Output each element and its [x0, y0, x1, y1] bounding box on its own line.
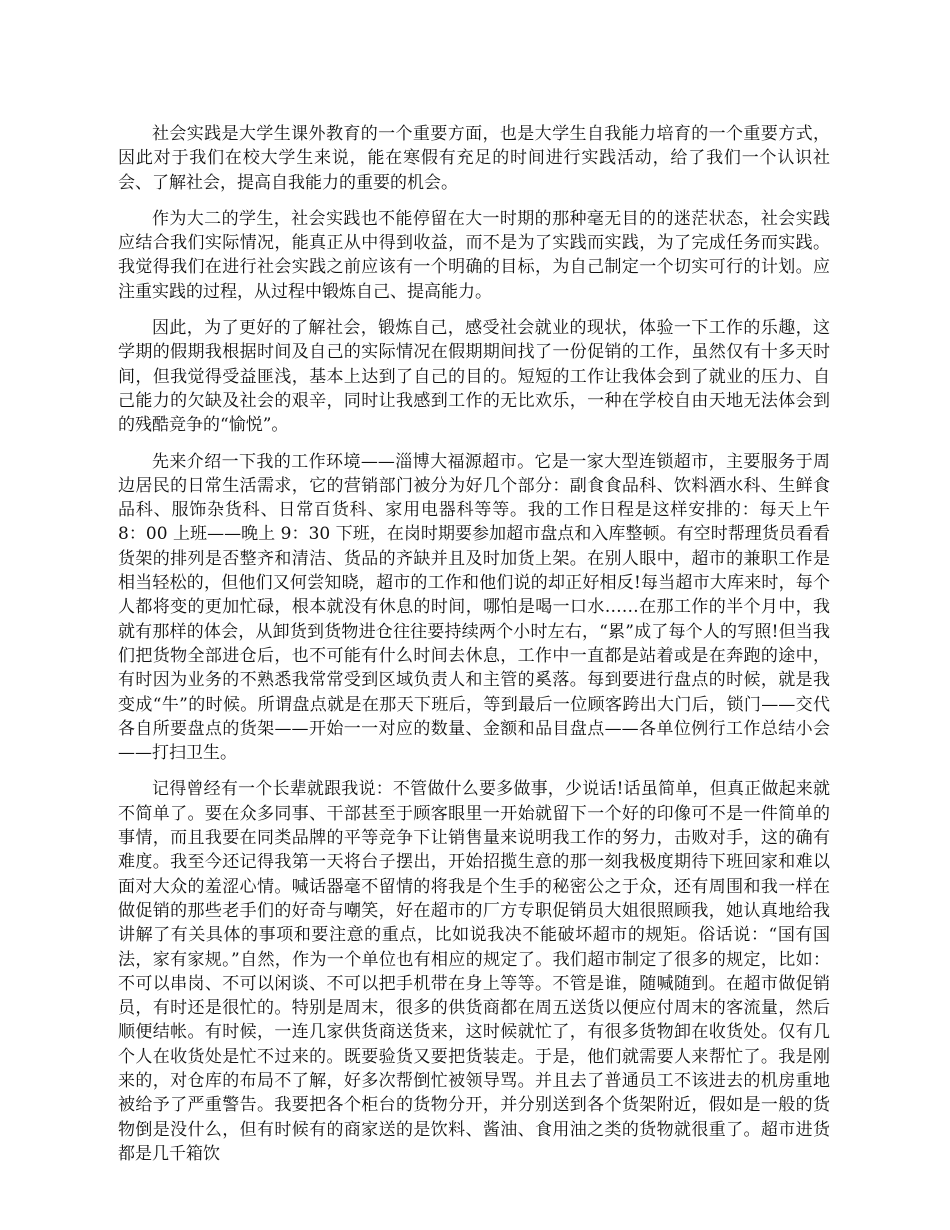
paragraph-intro: 社会实践是大学生课外教育的一个重要方面，也是大学生自我能力培育的一个重要方式，因此对于我们在校大学生来说，能在寒假有充足的时间进行实践活动，给了我们一个认识社会、了解社会，提高自我能力的重要的机会。 [118, 124, 830, 193]
document-page [118, 122, 830, 1178]
paragraph-motivation: 因此，为了更好的了解社会，锻炼自己，感受社会就业的现状，体验一下工作的乐趣，这学期的假期我根据时间及自己的实际情况在假期期间找了一份促销的工作，虽然仅有十多天时间，但我觉得受益匪浅，基本上达到了自己的目的。短短的工作让我体会到了就业的压力、自己能力的欠缺及社会的艰辛，同时让我感到工作的无比欢乐，一种在学校自由天地无法体会到的残酷竞争的“愉悦”。 [118, 318, 830, 436]
paragraph-experience: 记得曾经有一个长辈就跟我说：不管做什么要多做事，少说话!话虽简单，但真正做起来就不简单了。要在众多同事、干部甚至于顾客眼里一开始就留下一个好的印像可不是一件简单的事情，而且我要在同类品牌的平等竞争下让销售量来说明我工作的努力，击败对手，这的确有难度。我至今还记得我第一天将台子摆出，开始招揽生意的那一刻我极度期待下班回家和难以面对大众的羞涩心情。喊话器毫不留情的将我是个生手的秘密公之于众，还有周围和我一样在做促销的那些老手们的好奇与嘲笑，好在超市的厂方专职促销员大姐很照顾我，她认真地给我讲解了有关具体的事项和要注意的重点，比如说我决不能破坏超市的规矩。俗话说：“国有国法，家有家规。”自然，作为一个单位也有相应的规定了。我们超市制定了很多的规定，比如：不可以串岗、不可以闲谈、不可以把手机带在身上等等。不管是谁，随喊随到。在超市做促销员，有时还是很忙的。特别是周末，很多的供货商都在周五送货以便应付周末的客流量，然后顺便结帐。有时候，一连几家供货商送货来，这时候就忙了，有很多货物卸在收货处。仅有几个人在收货处是忙不过来的。既要验货又要把货装走。于是，他们就需要人来帮忙了。我是刚来的，对仓库的布局不了解，好多次帮倒忙被领导骂。并且去了普通员工不该进去的机房重地被给予了严重警告。我要把各个柜台的货物分开，并分别送到各个货架附近，假如是一般的货物倒是没什么，但有时候有的商家送的是饮料、酱油、食用油之类的货物就很重了。超市进货都是几千箱饮 [118, 779, 830, 1164]
paragraph-goals: 作为大二的学生，社会实践也不能停留在大一时期的那种毫无目的的迷茫状态，社会实践应结合我们实际情况，能真正从中得到收益，而不是为了实践而实践，为了完成任务而实践。我觉得我们在进行社会实践之前应该有一个明确的目标，为自己制定一个切实可行的计划。应注重实践的过程，从过程中锻炼自己、提高能力。 [118, 208, 830, 302]
paragraph-work-environment: 先来介绍一下我的工作环境——淄博大福源超市。它是一家大型连锁超市，主要服务于周边居民的日常生活需求，它的营销部门被分为好几个部分：副食食品科、饮料酒水科、生鲜食品科、服饰杂货科、日常百货科、家用电器科等等。我的工作日程是这样安排的：每天上午 8：00 上班——晚上 9：30 下班，在岗时期要参加超市盘点和入库整顿。有空时帮理货员看看货架的排列是否整齐和清洁、货品的齐缺并且及时加货上架。在别人眼中，超市的兼职工作是相当轻松的，但他们又何尝知晓，超市的工作和他们说的却正好相反!每当超市大库来时，每个人都将变的更加忙碌，根本就没有休息的时间，哪怕是喝一口水……在那工作的半个月中，我就有那样的体会，从卸货到货物进仓往往要持续两个小时左右，“累”成了每个人的写照!但当我们把货物全部进仓后，也不可能有什么时间去休息，工作中一直都是站着或是在奔跑的途中，有时因为业务的不熟悉我常常受到区域负责人和主管的奚落。每到要进行盘点的时候，就是我变成“牛”的时候。所谓盘点就是在那天下班后，等到最后一位顾客跨出大门后，锁门——交代各自所要盘点的货架——开始一一对应的数量、金额和品目盘点——各单位例行工作总结小会——打扫卫生。 [118, 451, 830, 764]
